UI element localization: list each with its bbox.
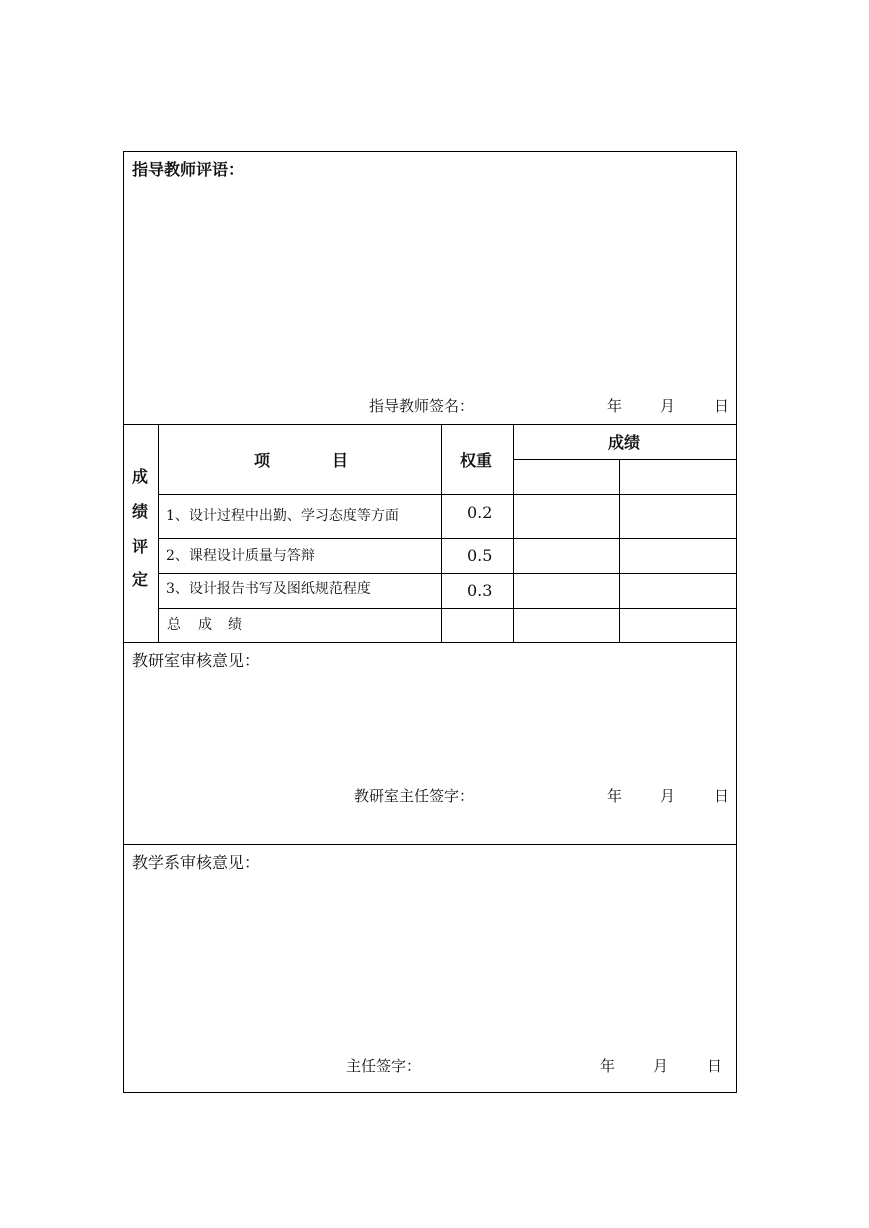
form-border-left [123,151,124,1093]
row-weight-3: 0.3 [467,581,493,600]
row-item-1: 1、设计过程中出勤、学习态度等方面 [166,508,399,524]
grade-weight-divider-left [441,424,442,643]
research-signature-label: 教研室主任签字： [354,787,475,805]
grade-side-label-4: 定 [132,570,149,589]
advisor-signature-label: 指导教师签名： [369,397,475,415]
row-divider-3 [158,573,737,574]
research-date-year: 年 [607,787,623,805]
row-weight-1: 0.2 [467,503,493,522]
header-item-right: 目 [332,451,349,470]
department-date-month: 月 [653,1057,669,1075]
grade-side-label-1: 成 [132,467,149,486]
department-date-day: 日 [707,1057,723,1075]
form-border-bottom [123,1092,737,1093]
divider-research-department [123,844,737,845]
row-weight-2: 0.5 [467,546,493,565]
advisor-date-day: 日 [714,397,730,415]
total-label-2: 成 [198,617,212,633]
row-divider-1 [158,494,737,495]
research-review-heading: 教研室审核意见： [132,651,261,670]
grade-weight-divider-right [513,424,514,643]
form-border-right [736,151,737,1093]
total-label-1: 总 [167,617,181,633]
evaluation-form [123,151,737,1093]
row-divider-4 [158,608,737,609]
total-label-3: 绩 [228,617,242,633]
department-review-heading: 教学系审核意见： [132,853,261,872]
grade-side-divider [158,424,159,643]
department-date-year: 年 [600,1057,616,1075]
row-item-3: 3、设计报告书写及图纸规范程度 [166,581,371,597]
divider-advisor-grade [123,424,737,425]
form-border-top [123,151,737,152]
row-item-2: 2、课程设计质量与答辩 [166,548,315,564]
divider-grade-research [123,642,737,643]
grade-side-label-2: 绩 [132,502,149,521]
header-score: 成绩 [608,433,641,452]
advisor-comment-heading: 指导教师评语： [132,160,245,179]
score-header-divider [513,459,737,460]
header-weight: 权重 [460,451,493,470]
research-date-day: 日 [714,787,730,805]
grade-score-split [619,459,620,643]
department-signature-label: 主任签字： [346,1057,422,1075]
research-date-month: 月 [660,787,676,805]
advisor-date-year: 年 [607,397,623,415]
header-item-left: 项 [254,451,271,470]
row-divider-2 [158,538,737,539]
advisor-date-month: 月 [660,397,676,415]
grade-side-label-3: 评 [132,537,149,556]
